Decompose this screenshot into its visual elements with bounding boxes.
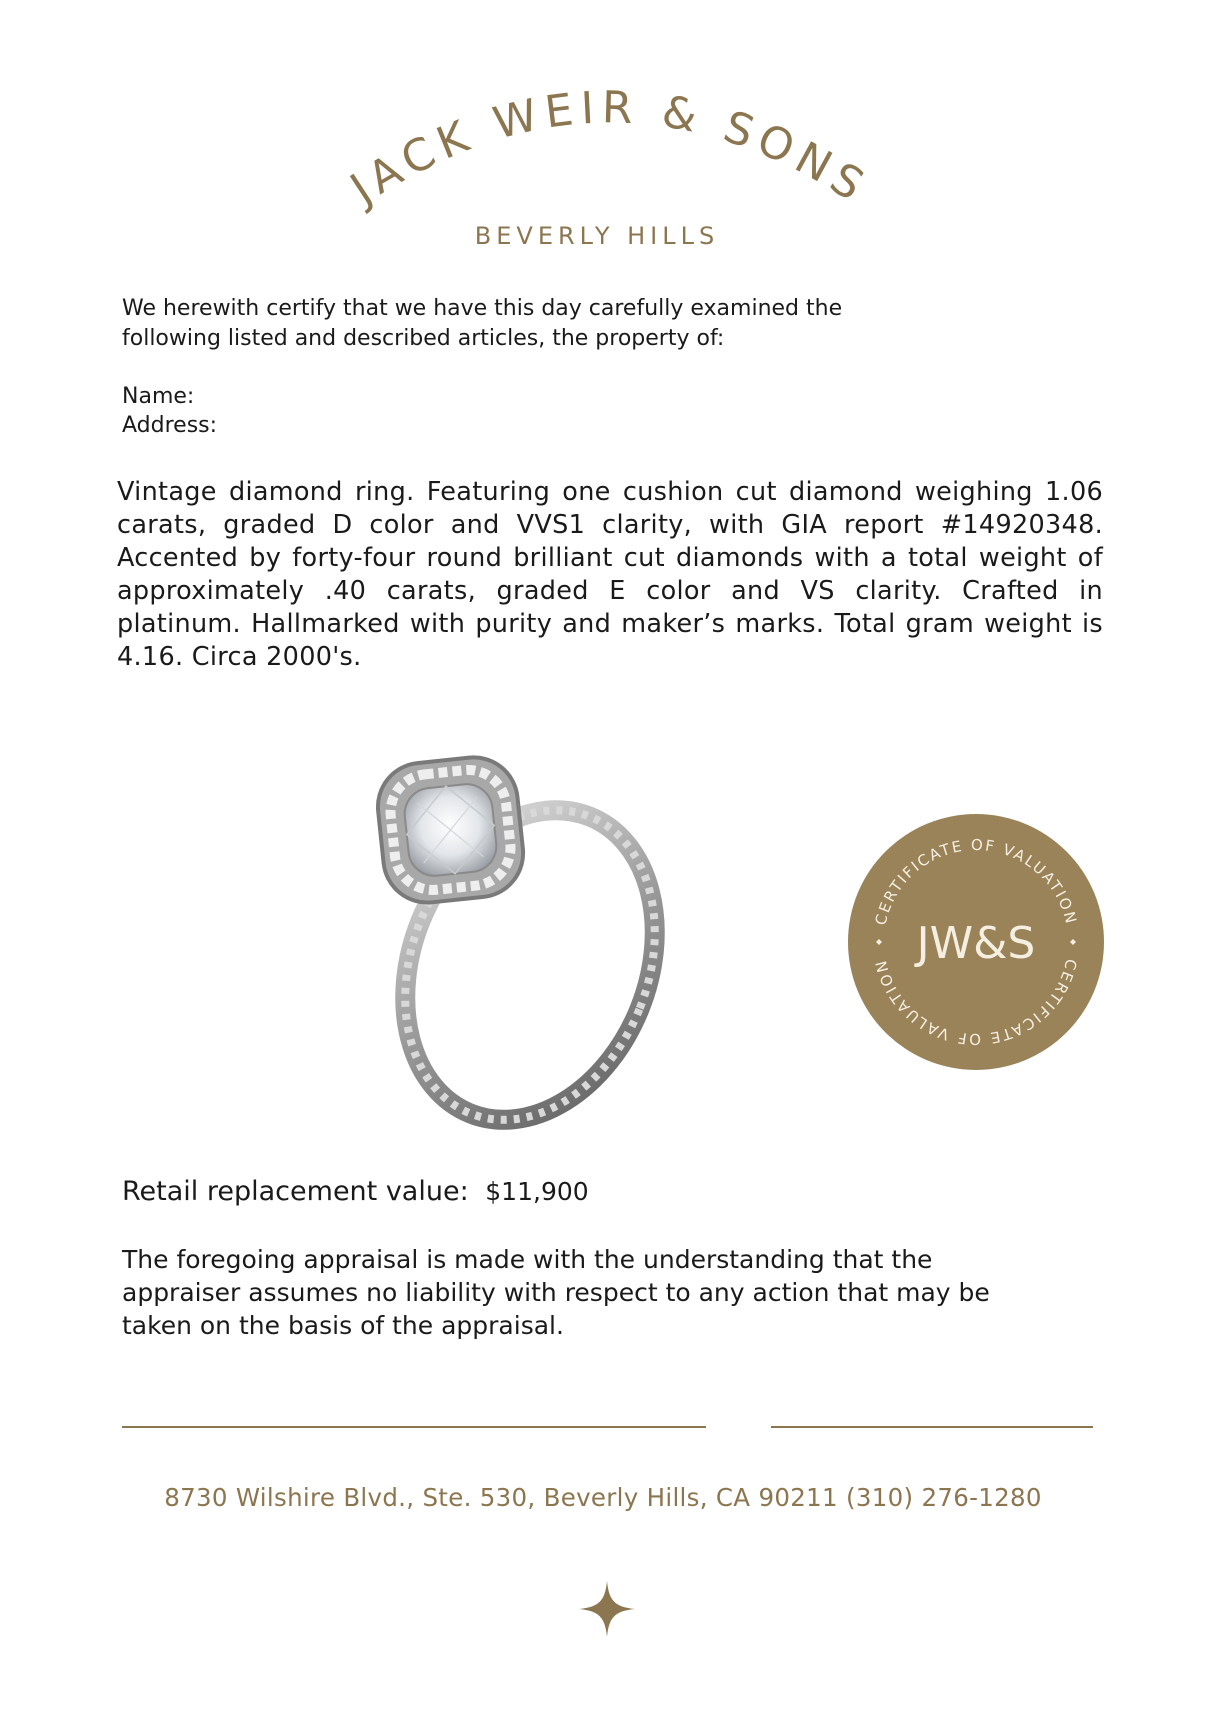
signature-line: [122, 1426, 706, 1428]
name-label: Name:: [122, 384, 195, 409]
owner-fields: [122, 382, 217, 440]
seal-monogram: JW&S: [916, 918, 1036, 969]
disclaimer-line: The foregoing appraisal is made with the understanding that the: [122, 1245, 933, 1274]
certificate-seal: [846, 812, 1106, 1072]
certification-intro: [122, 294, 942, 354]
brand-location: BEVERLY HILLS: [474, 222, 720, 250]
disclaimer-line: appraiser assumes no liability with respect to any action that may be: [122, 1278, 990, 1307]
valuation-amount: $11,900: [485, 1177, 589, 1206]
brand-name-text: JACK WEIR & SONS: [341, 82, 878, 215]
valuation-label: Retail replacement value:: [122, 1176, 469, 1207]
item-description: Vintage diamond ring. Featuring one cushion cut diamond weighing 1.06 carats, graded D color and VVS1 clarity, with GIA report #14920348. Accented by forty-four round brilliant cut diamonds with a total weight of approximately .40 carats, graded E color and VS clarity. Crafted in platinum. Hallmarked with purity and maker’s marks. Total gram weight is 4.16. Circa 2000's.: [117, 477, 1103, 672]
footer-address: 8730 Wilshire Blvd., Ste. 530, Beverly Hills, CA 90211 (310) 276-1280: [164, 1483, 1042, 1512]
seal-ring-text-top: CERTIFICATE OF VALUATION: [871, 835, 1081, 927]
seal-ring-text-bottom: CERTIFICATE OF VALUATION: [871, 957, 1081, 1049]
intro-line: We herewith certify that we have this day carefully examined the: [122, 296, 843, 321]
address-label: Address:: [122, 413, 218, 438]
disclaimer-line: taken on the basis of the appraisal.: [122, 1311, 564, 1340]
disclaimer: [122, 1243, 1082, 1342]
intro-line: following listed and described articles, the property of:: [122, 326, 725, 351]
valuation: [122, 1174, 589, 1210]
ring-photo: [340, 740, 720, 1140]
date-line: [771, 1426, 1093, 1428]
brand-name: [339, 82, 877, 216]
four-point-star-icon: [578, 1580, 636, 1638]
brand-logo: [330, 80, 890, 280]
